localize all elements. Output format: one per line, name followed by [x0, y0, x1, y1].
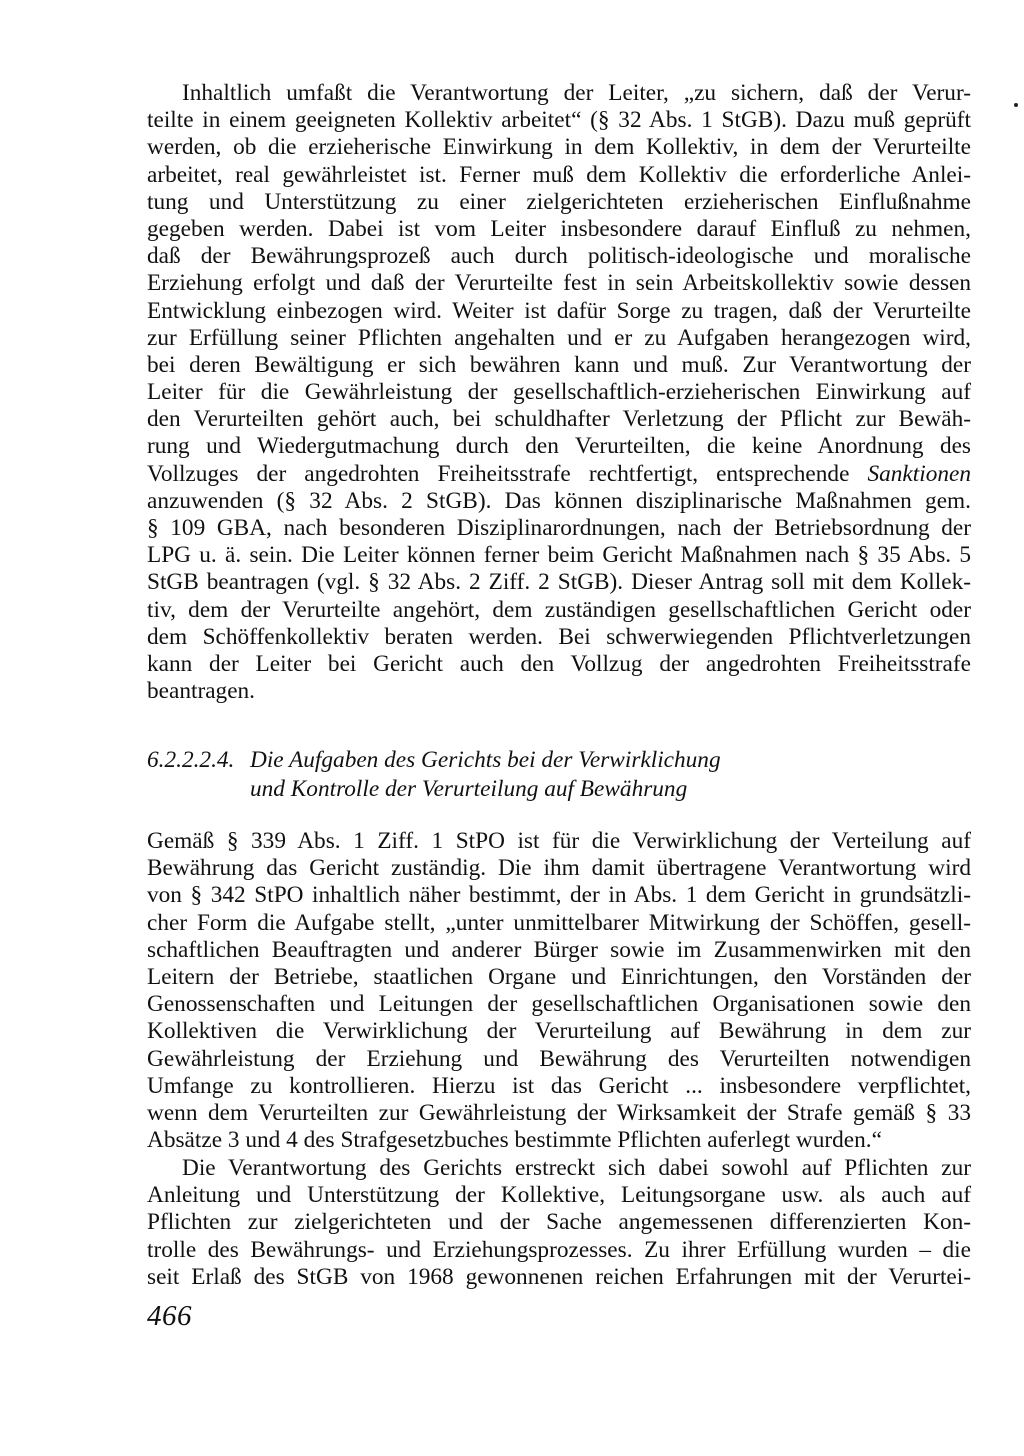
text-line: trolle des Bewährungs- und Erziehungsprozesses. Zu ihrer Erfüllung wurden – die: [147, 1236, 971, 1263]
text-line: wenn dem Verurteilten zur Gewährleistung der Wirksamkeit der Strafe gemäß § 33: [147, 1099, 971, 1126]
text-line: Leitern der Betriebe, staatlichen Organe und Einrichtungen, den Vorständen der: [147, 963, 971, 990]
text-line: Umfange zu kontrollieren. Hierzu ist das Gericht ... insbesondere verpflichtet,: [147, 1072, 971, 1099]
text-line: anzuwenden (§ 32 Abs. 2 StGB). Das können disziplinarische Maßnahmen gem.: [147, 487, 971, 514]
text-line: dem Schöffenkollektiv beraten werden. Bei schwerwiegenden Pflichtverletzungen: [147, 623, 971, 650]
text-line: Anleitung und Unterstützung der Kollektive, Leitungsorgane usw. als auch auf: [147, 1182, 971, 1209]
text-line: kann der Leiter bei Gericht auch den Vollzug der angedrohten Freiheitsstrafe: [147, 650, 971, 677]
text-line: teilte in einem geeigneten Kollektiv arbeitet“ (§ 32 Abs. 1 StGB). Dazu muß geprüft: [147, 107, 971, 134]
text-line: LPG u. ä. sein. Die Leiter können ferner beim Gericht Maßnahmen nach § 35 Abs. 5: [147, 542, 971, 569]
text-line: zur Erfüllung seiner Pflichten angehalten und er zu Aufgaben herangezogen wird,: [147, 324, 971, 351]
text-line: Genossenschaften und Leitungen der gesellschaftlichen Organisationen sowie den: [147, 991, 971, 1018]
text-line: von § 342 StPO inhaltlich näher bestimmt, der in Abs. 1 dem Gericht in grundsätzli-: [147, 882, 971, 909]
text-line: § 109 GBA, nach besonderen Disziplinarordnungen, nach der Betriebsordnung der: [147, 515, 971, 541]
scan-speck: [1014, 103, 1018, 107]
heading-line-1: [147, 746, 721, 775]
page-number: 466: [147, 1300, 192, 1332]
text-line: gegeben werden. Dabei ist vom Leiter insbesondere darauf Einfluß zu nehmen,: [147, 215, 971, 242]
text-line: tiv, dem der Verurteilte angehört, dem zuständigen gesellschaftlichen Gericht oder: [147, 596, 971, 623]
text-line: Die Verantwortung des Gerichts erstreckt sich dabei sowohl auf Pflichten zur: [182, 1155, 971, 1181]
text-line: StGB beantragen (vgl. § 32 Abs. 2 Ziff. 2 StGB). Dieser Antrag soll mit dem Kollek-: [147, 569, 971, 596]
text-line-with-italic: [147, 461, 971, 488]
text-line: schaftlichen Beauftragten und anderer Bürger sowie im Zusammenwirken mit den: [147, 936, 971, 963]
paragraph-leiter-verantwortung: [147, 80, 971, 705]
italic-term-sanktionen: Sanktionen: [867, 460, 972, 487]
text-line: Inhaltlich umfaßt die Verantwortung der Leiter, „zu sichern, daß der Verur-: [182, 80, 971, 106]
text-line: Leiter für die Gewährleistung der gesellschaftlich-erzieherischen Einwirkung auf: [147, 379, 971, 406]
paragraph-gericht-verantwortung: [147, 1155, 971, 1291]
text-line: daß der Bewährungsprozeß auch durch politisch-ideologische und moralische: [147, 243, 971, 270]
text-line: tung und Unterstützung zu einer zielgerichteten erzieherischen Einflußnahme: [147, 188, 971, 215]
text-line: Absätze 3 und 4 des Strafgesetzbuches bestimmte Pflichten auferlegt wurden.“: [147, 1127, 882, 1154]
text-line: Bewährung das Gericht zuständig. Die ihm damit übertragene Verantwortung wird: [147, 855, 971, 882]
text-line: rung und Wiedergutmachung durch den Verurteilten, die keine Anordnung des: [147, 433, 971, 460]
heading-title-part-2: und Kontrolle der Verurteilung auf Bewährung: [250, 776, 688, 802]
text-line: bei deren Bewältigung er sich bewähren kann und muß. Zur Verantwortung der: [147, 351, 971, 378]
paragraph-gericht-zustaendigkeit: [147, 828, 971, 1154]
text-line: werden, ob die erzieherische Einwirkung in dem Kollektiv, in dem der Verurteilte: [147, 134, 971, 161]
section-number: 6.2.2.2.4.: [147, 747, 235, 773]
heading-title-part-1: Die Aufgaben des Gerichts bei der Verwirklichung: [250, 747, 721, 773]
text-line: den Verurteilten gehört auch, bei schuldhafter Verletzung der Pflicht zur Bewäh-: [147, 406, 971, 433]
text-line: arbeitet, real gewährleistet ist. Ferner muß dem Kollektiv die erforderliche Anlei-: [147, 161, 971, 188]
text-line: Gemäß § 339 Abs. 1 Ziff. 1 StPO ist für die Verwirklichung der Verteilung auf: [147, 828, 971, 854]
text-line: Erziehung erfolgt und daß der Verurteilte fest in sein Arbeitskollektiv sowie dessen: [147, 270, 971, 297]
text-line: beantragen.: [147, 678, 256, 705]
section-heading: [147, 746, 721, 804]
text-line: Entwicklung einbezogen wird. Weiter ist dafür Sorge zu tragen, daß der Verurteilte: [147, 297, 971, 324]
text-line: Kollektiven die Verwirklichung der Verurteilung auf Bewährung in dem zur: [147, 1018, 971, 1045]
text-line: seit Erlaß des StGB von 1968 gewonnenen reichen Erfahrungen mit der Verurtei-: [147, 1263, 971, 1290]
text-line: cher Form die Aufgabe stellt, „unter unmittelbarer Mitwirkung der Schöffen, gesell-: [147, 909, 971, 936]
text-run: Vollzuges der angedrohten Freiheitsstrafe rechtfertigt, entsprechende: [147, 460, 850, 487]
text-line: Gewährleistung der Erziehung und Bewährung des Verurteilten notwendigen: [147, 1045, 971, 1072]
text-line: Pflichten zur zielgerichteten und der Sache angemessenen differenzierten Kon-: [147, 1209, 971, 1236]
